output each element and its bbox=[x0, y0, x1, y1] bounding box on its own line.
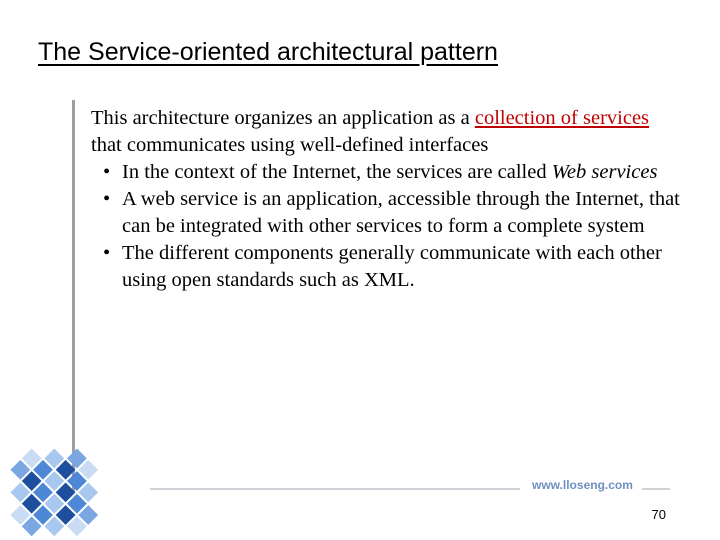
bullet-item bbox=[92, 240, 681, 294]
collection-of-services-link[interactable]: collection of services bbox=[474, 107, 650, 129]
intro-text-after: that communicates using well-defined interfaces bbox=[91, 134, 489, 156]
slide-title: The Service-oriented architectural pattern bbox=[38, 38, 498, 66]
bullet-text: A web service is an application, accessible through the Internet, that can be integrated with other services to form a complete system bbox=[122, 188, 680, 237]
intro-paragraph bbox=[91, 105, 681, 159]
intro-text-before: This architecture organizes an application as a bbox=[91, 107, 475, 129]
footer-divider-right bbox=[642, 488, 670, 490]
slide-body bbox=[91, 105, 681, 294]
blue-mosaic-icon bbox=[0, 428, 120, 540]
bullet-marker: • bbox=[103, 161, 111, 183]
bullet-list bbox=[91, 159, 681, 294]
bullet-text-italic: Web services bbox=[551, 161, 658, 183]
page-number: 70 bbox=[651, 507, 666, 522]
footer-url[interactable]: www.lloseng.com bbox=[532, 478, 633, 492]
bullet-marker: • bbox=[103, 242, 111, 264]
bullet-marker: • bbox=[103, 188, 111, 210]
bullet-item bbox=[92, 186, 681, 240]
footer-divider-left bbox=[150, 488, 520, 490]
bullet-text: In the context of the Internet, the services are called bbox=[122, 161, 552, 183]
bullet-text: The different components generally communicate with each other using open standards such as XML. bbox=[122, 242, 662, 291]
bullet-item bbox=[92, 159, 681, 186]
